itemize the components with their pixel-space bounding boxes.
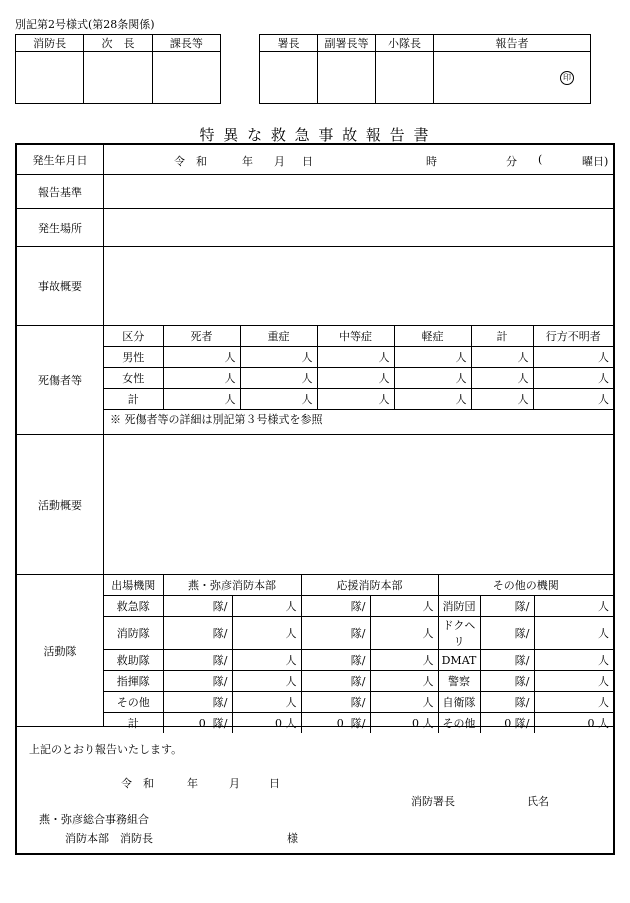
row-header: 計 [104,713,163,734]
row-header: 女性 [104,368,163,389]
cell[interactable]: 人 [370,596,438,617]
addressee: 消防本部 消防長 [65,832,153,845]
other-agency: 消防団 [438,596,480,617]
activity-field[interactable] [104,435,613,574]
row-header: 救急隊 [104,596,163,617]
cell[interactable]: 隊/ [301,650,370,671]
stamp-box[interactable] [84,52,152,104]
name-label: 氏名 [527,795,549,808]
col-header: 行方不明者 [533,326,613,347]
col-header: 重症 [240,326,317,347]
col-header: 出場機関 [104,575,163,596]
cell[interactable]: 人 [232,671,301,692]
cell[interactable]: 隊/ [480,617,534,650]
cell[interactable]: 人 [394,389,471,410]
stamp-box[interactable] [260,52,318,104]
row-header: 男性 [104,347,163,368]
table-row [104,368,613,389]
place-field[interactable] [104,209,613,246]
other-agency: 自衛隊 [438,692,480,713]
unit-section [104,575,613,730]
cell[interactable]: 隊/ [480,671,534,692]
cell[interactable]: 人 [370,617,438,650]
cell[interactable]: 隊/ [163,596,232,617]
row-label: 活動隊 [17,575,104,726]
row-label: 発生年月日 [17,145,104,174]
date-day: 日 [302,155,313,168]
cell[interactable]: 人 [370,671,438,692]
cell[interactable]: 人 [317,347,394,368]
row-header: 消防隊 [104,617,163,650]
cell[interactable]: 人 [370,692,438,713]
row-label: 事故概要 [17,247,104,325]
approval-stamp-left [15,34,221,104]
stamp-box[interactable] [16,52,84,104]
footer-row [17,727,613,853]
cell[interactable]: 人 [317,389,394,410]
unit: 隊/ [350,717,366,730]
cell[interactable]: 人 [394,347,471,368]
place-row [17,209,613,247]
organization: 燕・弥彦総合事務組合 [39,813,149,826]
criteria-field[interactable] [104,175,613,208]
cell[interactable]: 隊/ [480,596,534,617]
cell[interactable]: 人 [471,368,533,389]
stamp-header: 小隊長 [376,35,434,52]
summary-field[interactable] [104,247,613,325]
row-header: 救助隊 [104,650,163,671]
col-header: 燕・弥彦消防本部 [163,575,301,596]
stamp-box[interactable] [152,52,220,104]
cell[interactable]: 隊/ [163,671,232,692]
other-agency: DMAT [438,650,480,671]
summary-row [17,247,613,326]
table-row [104,650,613,671]
cell[interactable]: 人 [240,347,317,368]
criteria-row [17,175,613,209]
footer-year: 年 [187,777,198,790]
date-field[interactable] [104,145,613,174]
col-header: 計 [471,326,533,347]
stamp-box[interactable] [318,52,376,104]
cell[interactable]: 人 [471,389,533,410]
table-row [104,671,613,692]
cell[interactable]: 隊/ [163,617,232,650]
cell[interactable]: 人 [534,617,613,650]
cell[interactable]: 人 [232,617,301,650]
unit: 人 [285,717,297,730]
activity-row [17,435,613,575]
cell[interactable]: 隊/ [301,692,370,713]
cell[interactable]: 人 [232,692,301,713]
footer-era: 令 和 [121,777,154,790]
footer-month: 月 [229,777,240,790]
row-header: 計 [104,389,163,410]
cell[interactable]: 人 [533,368,613,389]
cell[interactable]: 人 [394,368,471,389]
casualty-section [104,326,613,434]
cell[interactable]: 人 [534,596,613,617]
row-label: 報告基準 [17,175,104,208]
table-row [104,596,613,617]
cell[interactable]: 人 [163,389,240,410]
unit-table [104,574,613,733]
count: 0 [336,717,344,730]
cell[interactable]: 人 [534,692,613,713]
cell[interactable]: 隊/ [480,692,534,713]
cell[interactable]: 人 [471,347,533,368]
date-year: 年 [242,155,253,168]
date-era: 令 和 [174,155,207,168]
count: 0 [275,717,282,730]
form-reference: 別記第2号様式(第28条関係) [15,18,155,31]
date-weekday-open: ( [538,153,543,166]
stamp-header: 次 長 [84,35,152,52]
statement: 上記のとおり報告いたします。 [29,743,183,756]
cell[interactable]: 隊/ [163,650,232,671]
date-month: 月 [274,155,285,168]
unit: 隊/ [514,717,530,730]
approval-stamp-right [259,34,591,104]
count: 0 [587,717,595,730]
cell[interactable]: 人 [232,596,301,617]
cell[interactable]: 人 [370,650,438,671]
casualties-row [17,326,613,435]
cell[interactable]: 隊/ [301,617,370,650]
unit: 人 [598,717,609,730]
col-header: その他の機関 [438,575,613,596]
report-form [15,143,615,855]
seal-icon: 印 [560,71,574,85]
cell[interactable]: 人 [240,389,317,410]
stamp-header: 署長 [260,35,318,52]
stamp-header: 副署長等 [318,35,376,52]
page-title: 特 異 な 救 急 事 故 報 告 書 [199,126,431,144]
date-weekday: 曜日) [582,155,609,168]
count: 0 [504,717,512,730]
cell[interactable]: 隊/ [480,650,534,671]
unit: 隊/ [212,717,228,730]
cell[interactable]: 人 [163,368,240,389]
row-label: 活動概要 [17,435,104,574]
row-header: 指揮隊 [104,671,163,692]
footer-day: 日 [269,777,280,790]
other-agency: その他 [438,713,480,734]
col-header: 中等症 [317,326,394,347]
other-agency: 警察 [438,671,480,692]
cell[interactable]: 人 [534,671,613,692]
stamp-box-reporter[interactable] [434,52,591,104]
count: 0 [198,717,206,730]
date-minute: 分 [506,155,517,168]
stamp-header: 課長等 [152,35,220,52]
unit: 人 [422,717,434,730]
cell[interactable]: 人 [240,368,317,389]
row-label: 死傷者等 [17,326,104,434]
units-row [17,575,613,730]
cell[interactable]: 人 [533,347,613,368]
cell[interactable]: 人 [163,347,240,368]
stamp-header: 報告者 [434,35,591,52]
col-header: 軽症 [394,326,471,347]
table-row [104,389,613,410]
table-row [104,347,613,368]
honorific: 様 [287,832,298,845]
cell[interactable]: 人 [232,650,301,671]
casualty-table [104,325,613,410]
row-label: 発生場所 [17,209,104,246]
cell[interactable]: 隊/ [163,692,232,713]
casualty-note: ※ 死傷者等の詳細は別記第３号様式を参照 [110,413,323,426]
stamp-box[interactable] [376,52,434,104]
col-header: 応援消防本部 [301,575,438,596]
date-row [17,145,613,175]
cell[interactable]: 隊/ [301,671,370,692]
cell[interactable]: 人 [533,389,613,410]
col-header: 死者 [163,326,240,347]
count: 0 [412,717,419,730]
row-header: その他 [104,692,163,713]
other-agency: ドクヘリ [438,617,480,650]
cell[interactable]: 隊/ [301,596,370,617]
col-header: 区分 [104,326,163,347]
cell[interactable]: 人 [317,368,394,389]
date-hour: 時 [426,155,437,168]
table-row [104,617,613,650]
chief-label: 消防署長 [411,795,455,808]
cell[interactable]: 人 [534,650,613,671]
stamp-header: 消防長 [16,35,84,52]
table-row [104,692,613,713]
